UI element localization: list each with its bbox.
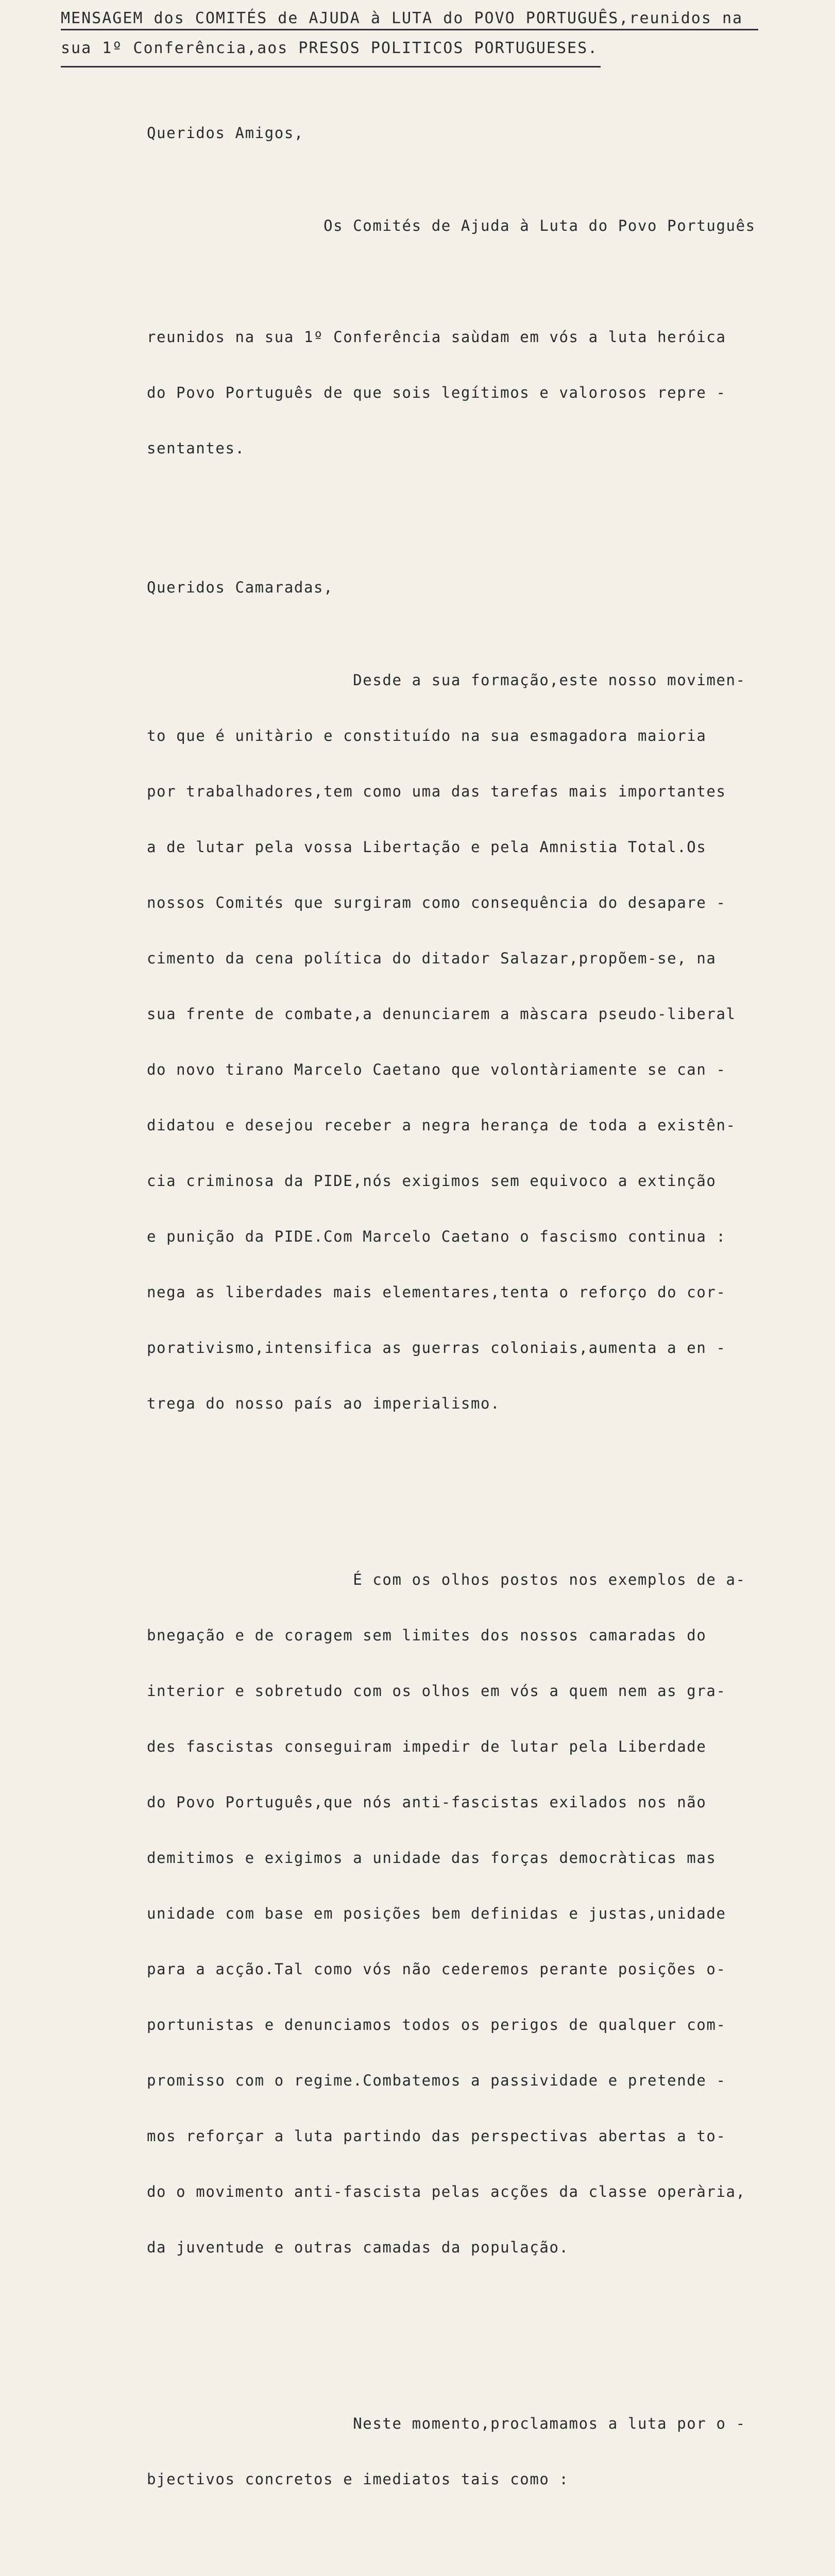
- text-line: trega do nosso país ao imperialismo.: [147, 1395, 501, 1412]
- text-line: sentantes.: [147, 439, 245, 457]
- paragraph-1: [147, 179, 796, 495]
- text-line: Neste momento,proclamamos a luta por o -: [147, 2415, 746, 2432]
- text-line: [147, 272, 796, 291]
- header-rule-2: [61, 66, 601, 67]
- text-line: interior e sobretudo com os olhos em vós a quem nem as gra-: [147, 1682, 726, 1700]
- text-line: to que é unitàrio e constituído na sua esmagadora maioria: [147, 727, 707, 744]
- text-line: promisso com o regime.Combatemos a passividade e pretende -: [147, 2072, 726, 2089]
- text-line: mos reforçar a luta partindo das perspectivas abertas a to-: [147, 2127, 726, 2145]
- text-line: portunistas e denunciamos todos os perigos de qualquer com-: [147, 2016, 726, 2033]
- text-line: a de lutar pela vossa Libertação e pela Amnistia Total.Os: [147, 838, 707, 856]
- text-line: bjectivos concretos e imediatos tais como :: [147, 2470, 569, 2488]
- text-line: do Povo Português de que sois legítimos e valorosos repre -: [147, 384, 726, 401]
- text-line: sua frente de combate,a denunciarem a màscara pseudo-liberal: [147, 1005, 736, 1023]
- paragraph-4: [147, 2377, 796, 2526]
- text-line: e punição da PIDE.Com Marcelo Caetano o fascismo continua :: [147, 1228, 726, 1245]
- header-line-2: sua 1º Conferência,aos PRESOS POLITICOS PORTUGUESES.: [61, 39, 599, 57]
- text-line: unidade com base em posições bem definidas e justas,unidade: [147, 1905, 726, 1922]
- text-line: nega as liberdades mais elementares,tenta o reforço do cor-: [147, 1283, 726, 1301]
- text-line: reunidos na sua 1º Conferência saùdam em vós a luta heróica: [147, 328, 726, 346]
- text-line: da juventude e outras camadas da população.: [147, 2239, 569, 2256]
- text-line: É com os olhos postos nos exemplos de a-: [147, 1571, 746, 1588]
- text-line: didatou e desejou receber a negra herança de toda a existên-: [147, 1116, 736, 1134]
- text-line: des fascistas conseguiram impedir de lutar pela Liberdade: [147, 1738, 707, 1755]
- text-line: cia criminosa da PIDE,nós exigimos sem equivoco a extinção: [147, 1172, 717, 1190]
- paragraph-3: [147, 1533, 796, 2294]
- header-rule-1: [61, 29, 758, 30]
- text-line: demitimos e exigimos a unidade das forças democràticas mas: [147, 1849, 717, 1867]
- paragraph-2: [147, 634, 796, 1450]
- text-line: cimento da cena política do ditador Salazar,propõem-se, na: [147, 950, 717, 967]
- text-line: do novo tirano Marcelo Caetano que volontàriamente se can -: [147, 1061, 726, 1078]
- greeting-amigos: Queridos Amigos,: [147, 124, 304, 142]
- text-line: do o movimento anti-fascista pelas acções da classe operària,: [147, 2183, 746, 2200]
- text-line: do Povo Português,que nós anti-fascistas exilados nos não: [147, 1793, 707, 1811]
- text-line: Desde a sua formação,este nosso movimen-: [147, 671, 746, 689]
- text-line: bnegação e de coragem sem limites dos nossos camaradas do: [147, 1626, 707, 1644]
- header-line-1: MENSAGEM dos COMITÉS de AJUDA à LUTA do POVO PORTUGUÊS,reunidos na: [61, 9, 743, 27]
- text-line: Os Comités de Ajuda à Luta do Povo Português: [147, 217, 756, 234]
- text-line: porativismo,intensifica as guerras coloniais,aumenta a en -: [147, 1339, 726, 1357]
- letter-body: [147, 87, 796, 2576]
- greeting-camaradas: Queridos Camaradas,: [147, 579, 334, 596]
- text-line: para a acção.Tal como vós não cederemos perante posições o-: [147, 1960, 726, 1978]
- text-line: por trabalhadores,tem como uma das tarefas mais importantes: [147, 783, 726, 800]
- text-line: nossos Comités que surgiram como consequência do desapare -: [147, 894, 726, 911]
